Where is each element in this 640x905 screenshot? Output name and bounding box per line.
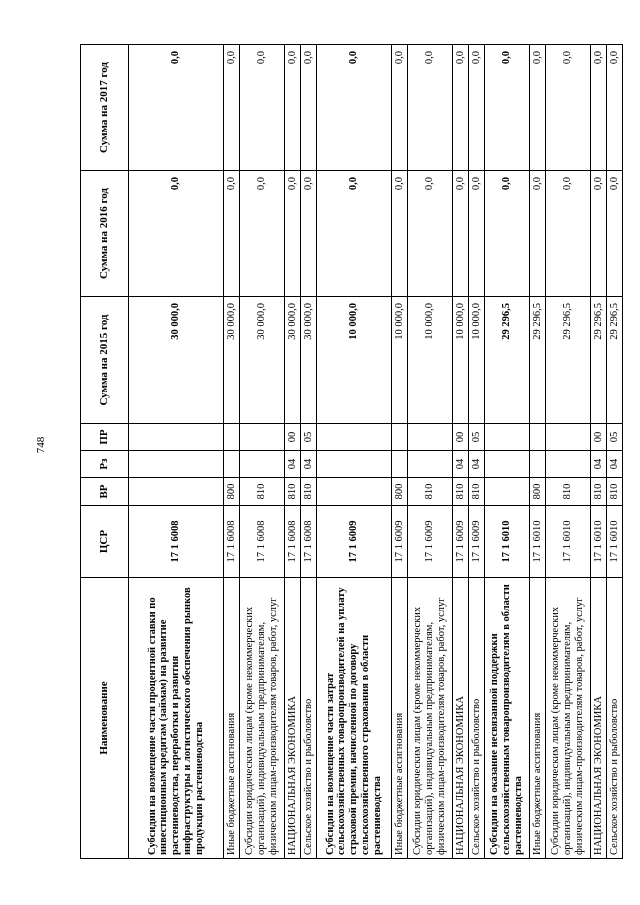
cell-sum-2015: 29 296,5 [607, 297, 623, 424]
cell-pr [317, 424, 392, 451]
cell-sum-2015: 30 000,0 [129, 297, 224, 424]
cell-sum-2017: 0,0 [301, 45, 317, 171]
cell-sum-2015: 30 000,0 [285, 297, 301, 424]
header-row [81, 45, 129, 859]
cell-vr: 810 [285, 478, 301, 506]
cell-sum-2015: 10 000,0 [317, 297, 392, 424]
cell-sum-2016: 0,0 [224, 171, 240, 297]
table-row [317, 45, 392, 859]
rotated-table-wrapper [80, 45, 620, 859]
budget-table [80, 44, 623, 859]
cell-pr [129, 424, 224, 451]
cell-pr [408, 424, 453, 451]
cell-rz: 04 [591, 451, 607, 478]
table-row [408, 45, 453, 859]
cell-csr: 17 1 6009 [453, 506, 469, 578]
table-row [530, 45, 546, 859]
cell-pr [530, 424, 546, 451]
cell-name: Сельское хозяйство и рыболовство [469, 578, 485, 859]
header-name: Наименование [81, 578, 129, 859]
cell-rz [530, 451, 546, 478]
cell-csr: 17 1 6008 [240, 506, 285, 578]
cell-name: НАЦИОНАЛЬНАЯ ЭКОНОМИКА [591, 578, 607, 859]
table-frame [80, 45, 620, 859]
cell-sum-2017: 0,0 [530, 45, 546, 171]
header-sum-2015: Сумма на 2015 год [81, 297, 129, 424]
cell-sum-2017: 0,0 [469, 45, 485, 171]
cell-sum-2015: 10 000,0 [408, 297, 453, 424]
cell-rz [224, 451, 240, 478]
cell-sum-2016: 0,0 [240, 171, 285, 297]
cell-vr: 810 [408, 478, 453, 506]
cell-pr: 05 [607, 424, 623, 451]
cell-csr: 17 1 6008 [224, 506, 240, 578]
header-sum-2017: Сумма на 2017 год [81, 45, 129, 171]
cell-csr: 17 1 6008 [285, 506, 301, 578]
cell-vr: 810 [240, 478, 285, 506]
cell-vr: 810 [591, 478, 607, 506]
cell-sum-2017: 0,0 [317, 45, 392, 171]
cell-sum-2015: 29 296,5 [530, 297, 546, 424]
table-row [607, 45, 623, 859]
cell-sum-2015: 10 000,0 [392, 297, 408, 424]
cell-pr: 00 [285, 424, 301, 451]
cell-rz [546, 451, 591, 478]
table-row [392, 45, 408, 859]
cell-vr: 810 [469, 478, 485, 506]
cell-sum-2016: 0,0 [129, 171, 224, 297]
cell-rz: 04 [607, 451, 623, 478]
cell-sum-2015: 30 000,0 [224, 297, 240, 424]
table-row [224, 45, 240, 859]
cell-name: Иные бюджетные ассигнования [530, 578, 546, 859]
table-row [469, 45, 485, 859]
cell-csr: 17 1 6010 [591, 506, 607, 578]
cell-sum-2017: 0,0 [453, 45, 469, 171]
cell-sum-2015: 29 296,5 [546, 297, 591, 424]
cell-name: Иные бюджетные ассигнования [224, 578, 240, 859]
cell-csr: 17 1 6009 [408, 506, 453, 578]
cell-name: Субсидии на возмещение части затрат сельскохозяйственных товаропроизводителей на уплату страховой премии, начисленной по договору сельскохозяйственного страхования в области растениеводства [317, 578, 392, 859]
header-vr: ВР [81, 478, 129, 506]
cell-sum-2015: 10 000,0 [453, 297, 469, 424]
cell-vr: 810 [546, 478, 591, 506]
table-row [285, 45, 301, 859]
cell-csr: 17 1 6009 [317, 506, 392, 578]
cell-vr: 810 [301, 478, 317, 506]
cell-rz: 04 [453, 451, 469, 478]
cell-rz [408, 451, 453, 478]
table-row [453, 45, 469, 859]
cell-sum-2016: 0,0 [591, 171, 607, 297]
cell-pr: 00 [591, 424, 607, 451]
table-row [546, 45, 591, 859]
page-number: 748 [35, 436, 47, 454]
cell-name: НАЦИОНАЛЬНАЯ ЭКОНОМИКА [453, 578, 469, 859]
cell-sum-2016: 0,0 [485, 171, 530, 297]
cell-sum-2016: 0,0 [469, 171, 485, 297]
cell-csr: 17 1 6008 [301, 506, 317, 578]
cell-vr: 810 [453, 478, 469, 506]
table-body [129, 45, 623, 859]
cell-sum-2015: 29 296,5 [485, 297, 530, 424]
cell-vr: 800 [224, 478, 240, 506]
cell-pr: 05 [301, 424, 317, 451]
cell-sum-2015: 30 000,0 [301, 297, 317, 424]
cell-name: Субсидии юридическим лицам (кроме некоммерческих организаций), индивидуальным предпринимателям, физическим лицам-производителям товаров, работ, услуг [546, 578, 591, 859]
cell-sum-2016: 0,0 [392, 171, 408, 297]
cell-csr: 17 1 6010 [546, 506, 591, 578]
cell-name: Субсидии на возмещение части процентной ставки по инвестиционным кредитам (займам) на развитие растениеводства, переработки и развития инфраструктуры и логистического обеспечения рынков продукции растениеводства [129, 578, 224, 859]
cell-sum-2017: 0,0 [408, 45, 453, 171]
cell-name: Субсидии юридическим лицам (кроме некоммерческих организаций), индивидуальным предпринимателям, физическим лицам-производителям товаров, работ, услуг [408, 578, 453, 859]
cell-sum-2017: 0,0 [392, 45, 408, 171]
cell-rz: 04 [301, 451, 317, 478]
cell-pr [546, 424, 591, 451]
cell-name: НАЦИОНАЛЬНАЯ ЭКОНОМИКА [285, 578, 301, 859]
cell-csr: 17 1 6010 [530, 506, 546, 578]
cell-name: Сельское хозяйство и рыболовство [301, 578, 317, 859]
cell-vr: 810 [607, 478, 623, 506]
table-row [129, 45, 224, 859]
cell-sum-2016: 0,0 [285, 171, 301, 297]
cell-sum-2016: 0,0 [546, 171, 591, 297]
header-csr: ЦСР [81, 506, 129, 578]
cell-sum-2017: 0,0 [607, 45, 623, 171]
cell-sum-2016: 0,0 [317, 171, 392, 297]
cell-sum-2016: 0,0 [408, 171, 453, 297]
header-rz: Рз [81, 451, 129, 478]
cell-rz [485, 451, 530, 478]
cell-sum-2016: 0,0 [453, 171, 469, 297]
cell-vr [129, 478, 224, 506]
cell-vr: 800 [530, 478, 546, 506]
cell-sum-2017: 0,0 [546, 45, 591, 171]
cell-name: Субсидии юридическим лицам (кроме некоммерческих организаций), индивидуальным предпринимателям, физическим лицам-производителям товаров, работ, услуг [240, 578, 285, 859]
header-sum-2016: Сумма на 2016 год [81, 171, 129, 297]
cell-pr [224, 424, 240, 451]
table-row [591, 45, 607, 859]
cell-rz [392, 451, 408, 478]
cell-sum-2017: 0,0 [240, 45, 285, 171]
table-row [485, 45, 530, 859]
cell-sum-2017: 0,0 [129, 45, 224, 171]
cell-vr: 800 [392, 478, 408, 506]
cell-vr [317, 478, 392, 506]
cell-name: Сельское хозяйство и рыболовство [607, 578, 623, 859]
cell-pr [392, 424, 408, 451]
cell-pr [240, 424, 285, 451]
cell-pr: 00 [453, 424, 469, 451]
cell-pr [485, 424, 530, 451]
cell-sum-2015: 29 296,5 [591, 297, 607, 424]
cell-sum-2017: 0,0 [591, 45, 607, 171]
cell-rz: 04 [469, 451, 485, 478]
header-pr: ПР [81, 424, 129, 451]
table-row [301, 45, 317, 859]
cell-name: Субсидии на оказание несвязанной поддержки сельскохозяйственным товаропроизводителям в области растениеводства [485, 578, 530, 859]
cell-sum-2016: 0,0 [607, 171, 623, 297]
cell-sum-2017: 0,0 [485, 45, 530, 171]
cell-name: Иные бюджетные ассигнования [392, 578, 408, 859]
cell-sum-2016: 0,0 [301, 171, 317, 297]
cell-csr: 17 1 6010 [607, 506, 623, 578]
cell-rz [317, 451, 392, 478]
cell-csr: 17 1 6009 [469, 506, 485, 578]
table-row [240, 45, 285, 859]
cell-csr: 17 1 6010 [485, 506, 530, 578]
cell-sum-2017: 0,0 [224, 45, 240, 171]
cell-sum-2017: 0,0 [285, 45, 301, 171]
cell-sum-2015: 30 000,0 [240, 297, 285, 424]
cell-rz [240, 451, 285, 478]
cell-rz [129, 451, 224, 478]
cell-sum-2015: 10 000,0 [469, 297, 485, 424]
cell-pr: 05 [469, 424, 485, 451]
cell-csr: 17 1 6008 [129, 506, 224, 578]
cell-sum-2016: 0,0 [530, 171, 546, 297]
cell-csr: 17 1 6009 [392, 506, 408, 578]
cell-vr [485, 478, 530, 506]
cell-rz: 04 [285, 451, 301, 478]
